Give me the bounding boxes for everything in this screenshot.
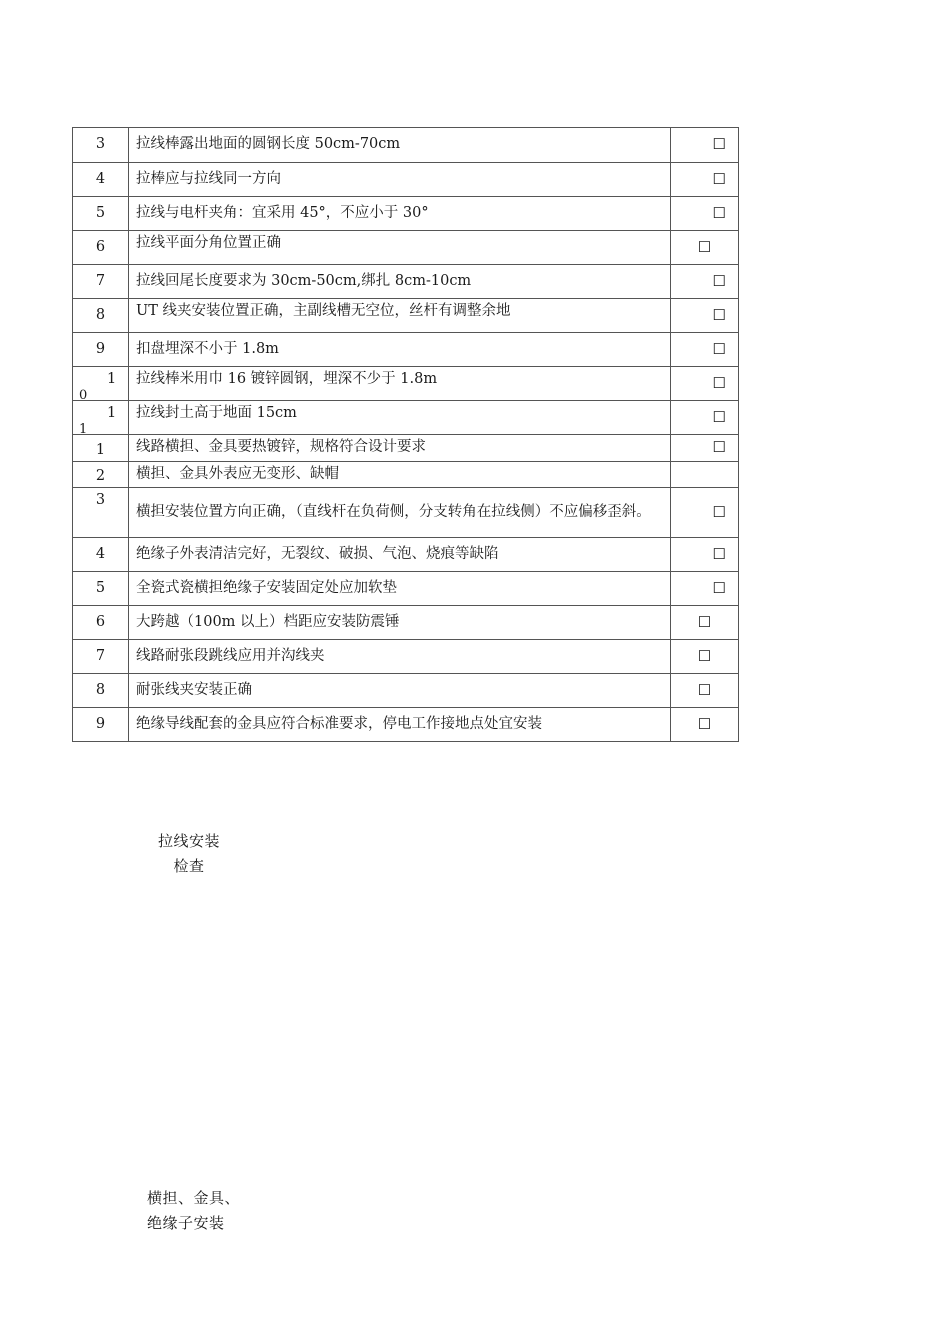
label-line: 绝缘子安装 xyxy=(147,1214,225,1232)
table-row xyxy=(73,128,739,163)
checkbox[interactable]: ☐ xyxy=(671,128,739,163)
checkbox-empty-cell xyxy=(671,462,739,488)
row-number: 5 xyxy=(73,197,129,231)
row-requirement: 全瓷式瓷横担绝缘子安装固定处应加软垫 xyxy=(129,572,671,606)
checkbox[interactable]: ☐ xyxy=(671,708,739,742)
table-row xyxy=(73,606,739,640)
row-number: 1 xyxy=(73,435,129,462)
table-row xyxy=(73,401,739,435)
row-number-digit-2: 0 xyxy=(79,388,88,404)
row-number: 3 xyxy=(73,128,129,163)
row-number: 2 xyxy=(73,462,129,488)
table-row xyxy=(73,538,739,572)
row-number: 9 xyxy=(73,333,129,367)
row-requirement: 拉线回尾长度要求为 30cm-50cm,绑扎 8cm-10cm xyxy=(129,265,671,299)
checkbox[interactable]: ☐ xyxy=(671,265,739,299)
row-number: 7 xyxy=(73,640,129,674)
table-row xyxy=(73,333,739,367)
row-number: 4 xyxy=(73,163,129,197)
table-row xyxy=(73,462,739,488)
checkbox[interactable]: ☐ xyxy=(671,606,739,640)
row-number xyxy=(73,367,129,404)
row-requirement: 拉线与电杆夹角：宜采用 45°，不应小于 30° xyxy=(129,197,671,231)
table-row xyxy=(73,231,739,265)
checkbox[interactable]: ☐ xyxy=(671,640,739,674)
row-number-digit-1: 1 xyxy=(107,371,117,387)
label-line: 横担、金具、 xyxy=(147,1189,241,1207)
table-row xyxy=(73,640,739,674)
table-row xyxy=(73,708,739,742)
checkbox[interactable]: ☐ xyxy=(671,488,739,538)
table-row xyxy=(73,265,739,299)
table-row xyxy=(73,299,739,333)
checkbox[interactable]: ☐ xyxy=(671,367,739,401)
inspection-checklist-table xyxy=(72,127,739,742)
checkbox[interactable]: ☐ xyxy=(671,333,739,367)
row-requirement: 扣盘埋深不小于 1.8m xyxy=(129,333,671,367)
row-number: 6 xyxy=(73,606,129,640)
checkbox[interactable]: ☐ xyxy=(671,163,739,197)
row-requirement: 拉棒应与拉线同一方向 xyxy=(129,163,671,197)
row-requirement: 绝缘导线配套的金具应符合标准要求，停电工作接地点处宜安装 xyxy=(129,708,671,742)
row-requirement: 拉线平面分角位置正确 xyxy=(129,231,671,265)
checkbox[interactable]: ☐ xyxy=(671,299,739,333)
guy-wire-installation-label xyxy=(154,829,224,879)
row-number: 7 xyxy=(73,265,129,299)
row-number xyxy=(73,401,129,438)
table-row xyxy=(73,488,739,538)
row-number-digit-1: 1 xyxy=(107,405,117,421)
checkbox[interactable]: ☐ xyxy=(671,674,739,708)
row-number: 6 xyxy=(73,231,129,265)
row-requirement: 拉线棒露出地面的圆钢长度 50cm-70cm xyxy=(129,128,671,163)
checkbox[interactable]: ☐ xyxy=(671,197,739,231)
label-line: 拉线安装 xyxy=(157,832,220,850)
row-number: 8 xyxy=(73,674,129,708)
table-row xyxy=(73,435,739,462)
checkbox[interactable]: ☐ xyxy=(671,231,739,265)
table-row xyxy=(73,572,739,606)
row-requirement: 横担、金具外表应无变形、缺帽 xyxy=(129,462,671,488)
checkbox[interactable]: ☐ xyxy=(671,572,739,606)
table-row xyxy=(73,197,739,231)
row-requirement: 线路横担、金具要热镀锌，规格符合设计要求 xyxy=(129,435,671,462)
row-requirement: 耐张线夹安装正确 xyxy=(129,674,671,708)
row-number: 3 xyxy=(73,488,129,538)
checkbox[interactable]: ☐ xyxy=(671,538,739,572)
row-number: 4 xyxy=(73,538,129,572)
label-line: 检查 xyxy=(173,857,205,875)
row-requirement: 拉线封土高于地面 15cm xyxy=(129,401,671,435)
row-requirement: 拉线棒米用巾 16 镀锌圆钢，埋深不少于 1.8m xyxy=(129,367,671,401)
row-number: 8 xyxy=(73,299,129,333)
checkbox[interactable]: ☐ xyxy=(671,435,739,462)
crossarm-fittings-insulator-label xyxy=(147,1186,240,1236)
row-number: 5 xyxy=(73,572,129,606)
row-requirement: UT 线夹安装位置正确，主副线槽无空位，丝杆有调整余地 xyxy=(129,299,671,333)
row-requirement: 绝缘子外表清洁完好，无裂纹、破损、气泡、烧痕等缺陷 xyxy=(129,538,671,572)
row-requirement: 横担安装位置方向正确，（直线杆在负荷侧，分支转角在拉线侧）不应偏移歪斜。 xyxy=(129,488,671,538)
checkbox[interactable]: ☐ xyxy=(671,401,739,435)
row-requirement: 大跨越（100m 以上）档距应安装防震锤 xyxy=(129,606,671,640)
row-number: 9 xyxy=(73,708,129,742)
table-row xyxy=(73,674,739,708)
row-number-digit-2: 1 xyxy=(79,422,88,438)
table-row xyxy=(73,367,739,401)
row-requirement: 线路耐张段跳线应用并沟线夹 xyxy=(129,640,671,674)
table-row xyxy=(73,163,739,197)
